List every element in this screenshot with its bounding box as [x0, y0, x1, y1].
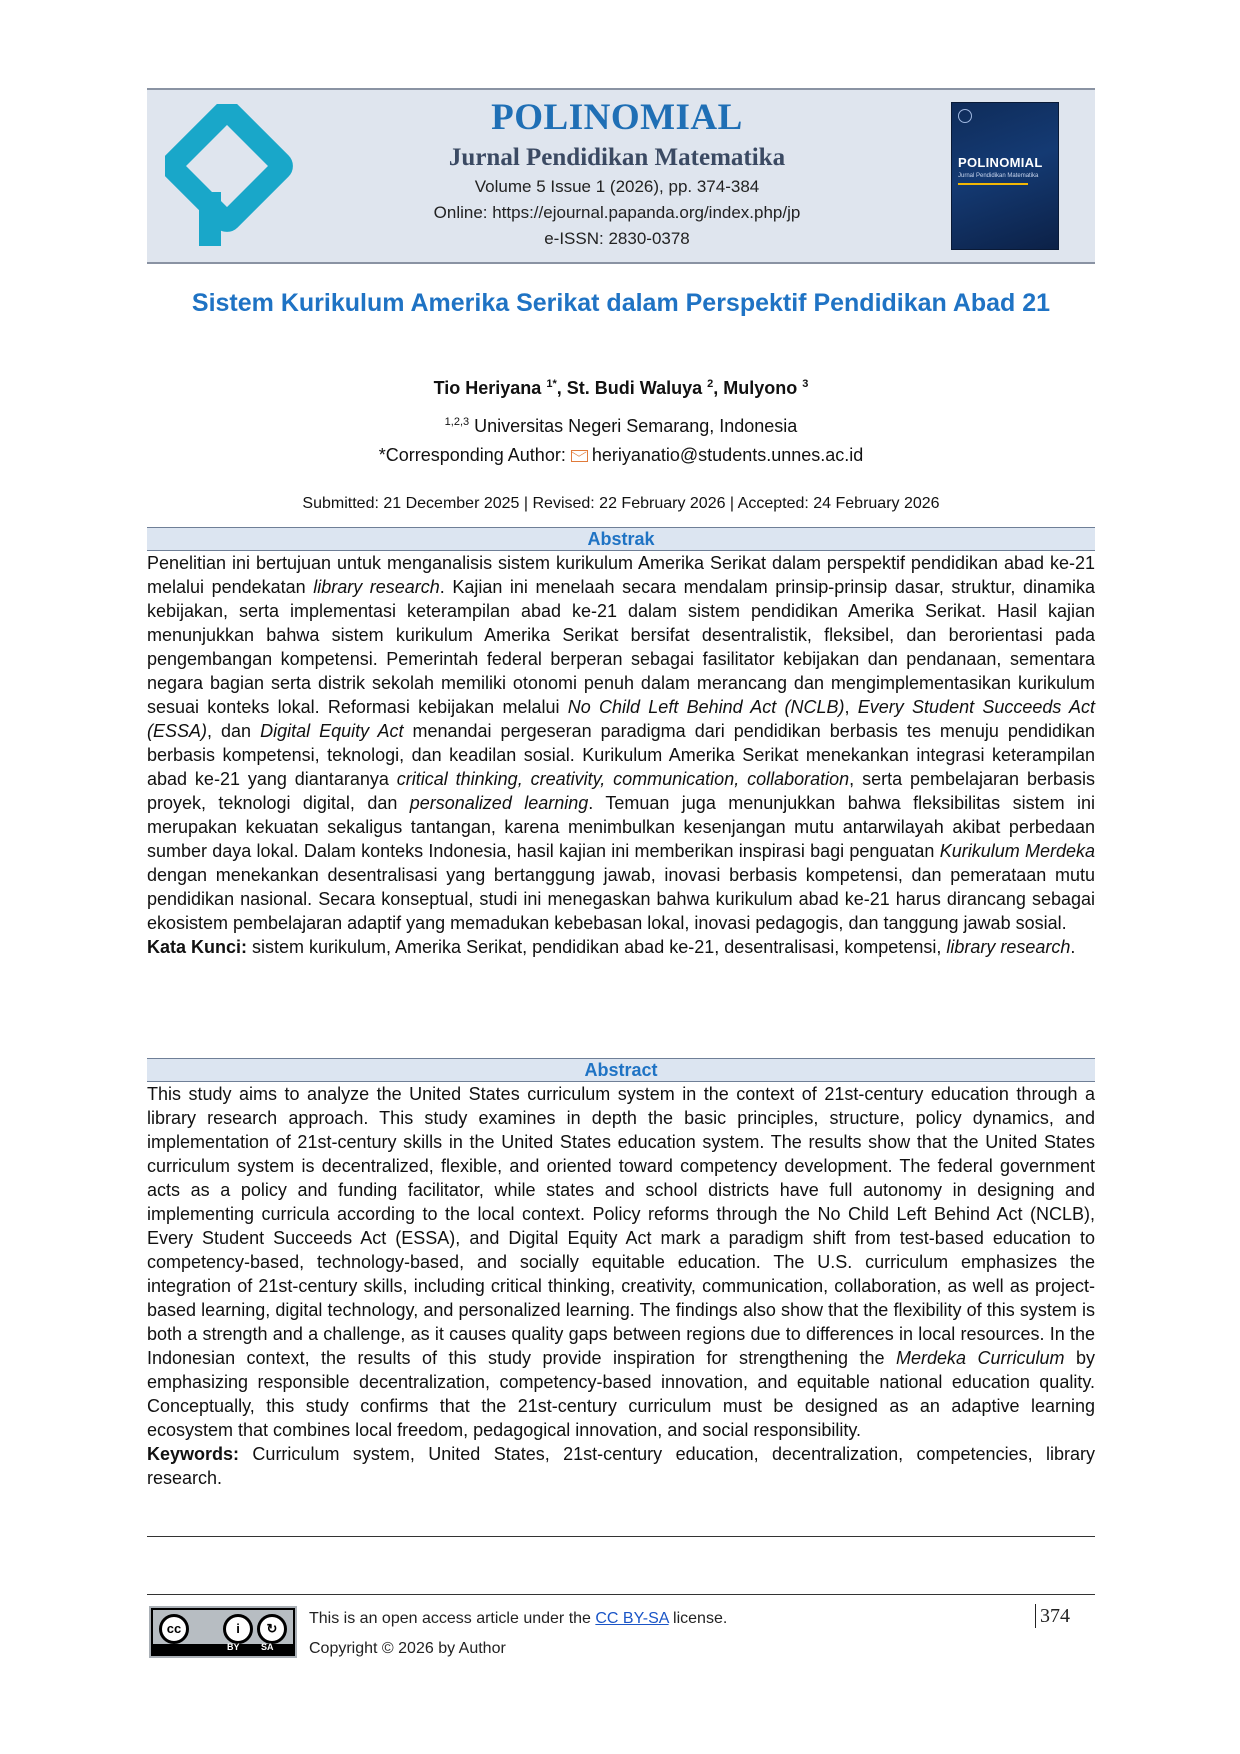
affiliation-sup: 1,2,3 — [444, 416, 470, 428]
italic-run: personalized learning — [409, 793, 589, 813]
abstrak-body — [147, 551, 1095, 959]
cc-by-label: BY — [227, 1642, 240, 1652]
issn-line: e-ISSN: 2830-0378 — [544, 229, 690, 248]
italic-run: Merdeka Curriculum — [896, 1348, 1065, 1368]
journal-header — [147, 88, 1095, 264]
author-name: Mulyono — [723, 378, 798, 398]
author-sup: 2 — [707, 378, 714, 390]
text-run: by emphasizing responsible decentralization, competency-based innovation, and equitable national education quality. Conceptually, this study confirms that the 21st-century curriculum must be designed as an adaptive learning ecosystem that combines local freedom, pedagogical innovation, and social responsibility. — [147, 1348, 1095, 1440]
attribution-icon: i — [223, 1614, 253, 1644]
abstract-heading: Abstract — [147, 1058, 1095, 1082]
cc-labels — [151, 1642, 295, 1654]
footer-rule — [147, 1594, 1095, 1595]
online-url[interactable]: Online: https://ejournal.papanda.org/index.php/jp — [433, 203, 801, 222]
license-link[interactable]: CC BY-SA — [595, 1610, 669, 1627]
author-name: St. Budi Waluya — [566, 378, 703, 398]
volume-line: Volume 5 Issue 1 (2026), pp. 374-384 — [474, 177, 760, 196]
copyright: Copyright © 2026 by Author — [309, 1640, 506, 1657]
keywords-label: Keywords: — [147, 1444, 240, 1464]
cover-subtitle: Jurnal Pendidikan Matematika — [958, 173, 1039, 179]
license-suffix: license. — [668, 1610, 728, 1627]
cover-title: POLINOMIAL — [958, 155, 1043, 170]
abstract-keywords — [147, 1442, 1095, 1490]
italic-run: critical thinking, creativity, communication, collaboration — [396, 769, 850, 789]
cc-icon: cc — [159, 1614, 189, 1644]
article-title: Sistem Kurikulum Amerika Serikat dalam Perspektif Pendidikan Abad 21 — [191, 289, 1051, 317]
corresponding-email[interactable]: heriyanatio@students.unnes.ac.id — [591, 445, 864, 465]
italic-run: library research — [313, 577, 440, 597]
author-name: Tio Heriyana — [433, 378, 542, 398]
italic-run: No Child Left Behind Act (NCLB) — [567, 697, 845, 717]
affiliation-text: Universitas Negeri Semarang, Indonesia — [474, 416, 798, 436]
keywords-label: Kata Kunci: — [147, 937, 248, 957]
abstract-body — [147, 1082, 1095, 1490]
text-run: . — [1070, 937, 1076, 957]
journal-cover-image — [951, 102, 1059, 250]
author-list: Tio Heriyana $^{1*}$, St. Budi Waluya $^2$, Mulyono $^3$ — [433, 378, 809, 398]
author-sup: 3 — [802, 378, 809, 390]
license-notice — [309, 1604, 727, 1664]
text-run: , dan — [207, 721, 261, 741]
abstract-text — [147, 1082, 1095, 1442]
license-prefix: This is an open access article under the — [309, 1610, 596, 1627]
text-run: . Kajian ini menelaah secara mendalam prinsip-prinsip dasar, struktur, dinamika kebijakan, serta implementasi keterampilan abad ke-21 dalam sistem pendidikan Amerika Serikat. Hasil kajian menunjukkan bahwa sistem kurikulum Amerika Serikat bersifat desentralistik, fleksibel, dan berorientasi pada pengembangan kompetensi. Pemerintah federal berperan sebagai fasilitator kebijakan dan pendanaan, sementara negara bagian serta distrik sekolah memiliki otonomi penuh dalam merancang dan mengimplementasikan kurikulum sesuai konteks lokal. Reformasi kebijakan melalui — [147, 577, 1095, 717]
abstrak-text — [147, 551, 1095, 935]
abstrak-heading: Abstrak — [147, 527, 1095, 551]
cc-sa-label: SA — [261, 1642, 274, 1652]
text-run: menandai pergeseran paradigma dari pendidikan berbasis tes menuju pendidikan berbasis kompetensi, teknologi, dan keadilan sosial. Kurikulum Amerika Serikat menekankan integrasi keterampilan abad ke-21 yang diantaranya — [147, 721, 1095, 789]
text-run: Curriculum system, United States, 21st-century education, decentralization, competencies, library research. — [147, 1444, 1095, 1488]
text-run: This study aims to analyze the United States curriculum system in the context of 21st-century education through a library research approach. This study examines in depth the basic principles, structure, policy dynamics, and implementation of 21st-century skills in the United States education system. The results show that the United States curriculum system is decentralized, flexible, and oriented toward competency development. The federal government acts as a policy and funding facilitator, while states and school districts have full autonomy in designing and implementing curricula according to the local context. Policy reforms through the No Child Left Behind Act (NCLB), Every Student Succeeds Act (ESSA), and Digital Equity Act mark a paradigm shift from test-based education to competency-based, technology-based, and socially equitable education. The U.S. curriculum emphasizes the integration of 21st-century skills, including critical thinking, creativity, communication, collaboration, as well as project-based learning, digital technology, and personalized learning. The findings also show that the flexibility of this system is both a strength and a challenge, as it causes quality gaps between regions due to differences in local resources. In the Indonesian context, the results of this study provide inspiration for strengthening the — [147, 1084, 1095, 1368]
text-run: , serta pembelajaran berbasis proyek, teknologi digital, dan — [147, 769, 1095, 813]
keywords-text — [247, 937, 1075, 957]
page-number: 374 — [1035, 1604, 1070, 1628]
text-run: dengan menekankan desentralisasi yang bertanggung jawab, inovasi berbasis kompetensi, dan pemerataan mutu pendidikan nasional. Secara konseptual, studi ini menegaskan bahwa kurikulum abad ke-21 harus dirancang sebagai ekosistem pembelajaran adaptif yang memadukan kebebasan lokal, inovasi pedagogis, dan tanggung jawab sosial. — [147, 865, 1095, 933]
cc-badge-panel — [153, 1610, 293, 1644]
cover-accent-line — [958, 183, 1028, 185]
journal-name: POLINOMIAL — [491, 97, 743, 138]
italic-run: Digital Equity Act — [260, 721, 404, 741]
text-run: . Temuan juga menunjukkan bahwa fleksibilitas sistem ini merupakan kekuatan sekaligus tantangan, karena menimbulkan kesenjangan mutu antarwilayah akibat perbedaan sumber daya lokal. Dalam konteks Indonesia, hasil kajian ini memberikan inspirasi bagi penguatan — [147, 793, 1095, 861]
author-sup: 1* — [546, 378, 557, 390]
mail-icon — [571, 450, 588, 462]
submission-dates: Submitted: 21 December 2025 | Revised: 22 February 2026 | Accepted: 24 February 2026 — [302, 495, 940, 512]
journal-logo-icon — [165, 104, 295, 248]
text-run: sistem kurikulum, Amerika Serikat, pendidikan abad ke-21, desentralisasi, kompetensi, — [247, 937, 947, 957]
cover-badge-icon — [958, 109, 972, 123]
abstrak-keywords — [147, 935, 1095, 959]
italic-run: library research — [946, 937, 1071, 957]
italic-run: Every Student Succeeds Act (ESSA) — [147, 697, 1095, 741]
journal-subtitle: Jurnal Pendidikan Matematika — [448, 144, 786, 171]
share-alike-icon: ↻ — [257, 1614, 287, 1644]
corresponding-label: *Corresponding Author: — [378, 445, 566, 465]
affiliation — [147, 416, 1095, 437]
license-line — [309, 1604, 727, 1634]
italic-run: Kurikulum Merdeka — [939, 841, 1095, 861]
text-run: , — [844, 697, 858, 717]
cc-by-sa-badge[interactable] — [149, 1606, 297, 1658]
keywords-text — [147, 1444, 1095, 1488]
corresponding-author — [147, 445, 1095, 466]
abstract-bottom-rule — [147, 1536, 1095, 1537]
text-run: Penelitian ini bertujuan untuk menganalisis sistem kurikulum Amerika Serikat dalam perspektif pendidikan abad ke-21 melalui pendekatan — [147, 553, 1095, 597]
